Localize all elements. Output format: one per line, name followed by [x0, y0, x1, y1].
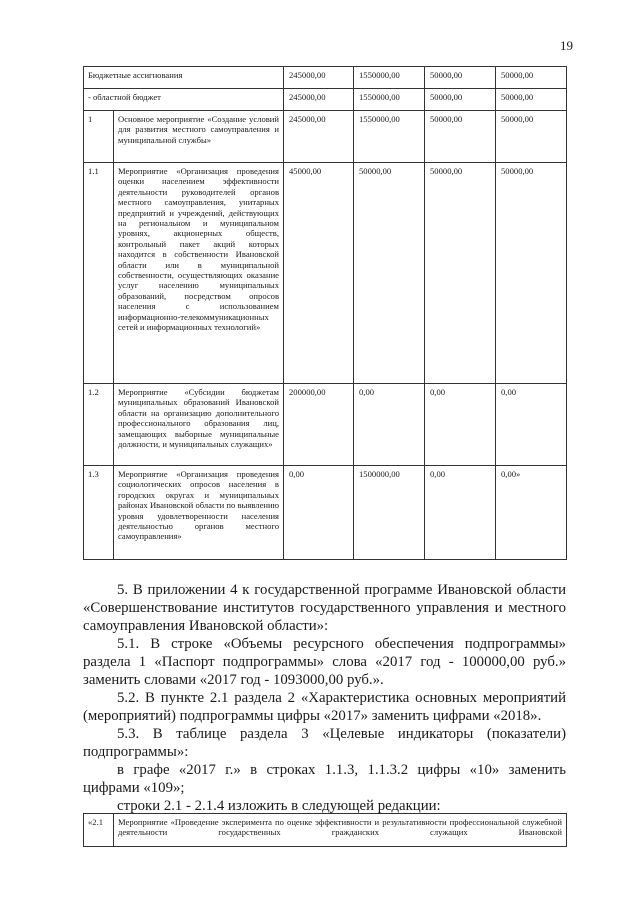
value-cell: 0,00 — [496, 384, 567, 466]
value-cell: 245000,00 — [284, 89, 354, 111]
value-cell: 0,00» — [496, 466, 567, 560]
indicator-table — [83, 813, 567, 847]
value-cell: 0,00 — [284, 466, 354, 560]
paragraph-5-1: 5.1. В строке «Объемы ресурсного обеспечения подпрограммы» раздела 1 «Паспорт подпрограммы» слова «2017 год - 100000,00 руб.» заменить словами «2017 год - 1093000,00 руб.». — [83, 636, 566, 688]
row-description: Мероприятие «Субсидии бюджетам муниципальных образований Ивановской области на организацию дополнительного профессионального образования лиц, замещающих выборные муниципальные должности, и муниципальных служащих» — [114, 384, 284, 466]
paragraph-5-3-a: в графе «2017 г.» в строках 1.1.3, 1.1.3.2 цифры «10» заменить цифрами «109»; — [83, 762, 566, 796]
value-cell: 50000,00 — [425, 67, 496, 89]
value-cell: 45000,00 — [284, 163, 354, 384]
row-number: 1.2 — [84, 384, 114, 466]
paragraph-5-3: 5.3. В таблице раздела 3 «Целевые индикаторы (показатели) подпрограммы»: — [83, 726, 566, 760]
row-description: Основное мероприятие «Создание условий для развития местного самоуправления и муниципальной службы» — [114, 111, 284, 163]
table-row — [84, 111, 567, 163]
value-cell: 50000,00 — [496, 163, 567, 384]
value-cell: 50000,00 — [425, 89, 496, 111]
value-cell: 1550000,00 — [354, 89, 425, 111]
row-number: «2.1 — [84, 814, 114, 847]
table-row — [84, 814, 567, 847]
value-cell: 50000,00 — [354, 163, 425, 384]
row-description: - областной бюджет — [84, 89, 284, 111]
value-cell: 50000,00 — [496, 67, 567, 89]
value-cell: 50000,00 — [425, 111, 496, 163]
paragraph-5-2: 5.2. В пункте 2.1 раздела 2 «Характеристика основных мероприятий (мероприятий) подпрограммы цифры «2017» заменить цифрами «2018». — [83, 690, 566, 724]
row-description: Мероприятие «Организация проведения оценки населением эффективности деятельности руководителей органов местного самоуправления, унитарных предприятий и учреждений, действующих на региональном и муниципальном уровнях, акционерных обществ, контрольный пакет акций которых находится в собственности Ивановской области или в муниципальной собственности, осуществляющих оказание услуг населению муниципальных образований, посредством опросов населения с использованием информационно-телекоммуникационных сетей и информационных технологий» — [114, 163, 284, 384]
paragraph-5: 5. В приложении 4 к государственной программе Ивановской области «Совершенствование институтов государственного управления и местного самоуправления Ивановской области»: — [83, 582, 566, 634]
row-description: Мероприятие «Проведение эксперимента по оценке эффективности и результативности профессиональной служебной деятельности государственных гражданских служащих Ивановской — [114, 814, 567, 847]
row-number: 1 — [84, 111, 114, 163]
paragraph-5-3-b: строки 2.1 - 2.1.4 изложить в следующей редакции: — [117, 798, 441, 814]
row-number: 1.3 — [84, 466, 114, 560]
value-cell: 0,00 — [425, 466, 496, 560]
value-cell: 50000,00 — [496, 111, 567, 163]
budget-table — [83, 66, 567, 560]
table-row — [84, 67, 567, 89]
table-row — [84, 466, 567, 560]
table-row — [84, 163, 567, 384]
value-cell: 1500000,00 — [354, 466, 425, 560]
value-cell: 245000,00 — [284, 67, 354, 89]
value-cell: 245000,00 — [284, 111, 354, 163]
amendment-text — [83, 581, 566, 815]
value-cell: 1550000,00 — [354, 111, 425, 163]
page-number: 19 — [560, 38, 573, 53]
row-description: Бюджетные ассигнования — [84, 67, 284, 89]
table-row — [84, 89, 567, 111]
row-description: Мероприятие «Организация проведения социологических опросов населения в городских округах и муниципальных районах Ивановской области по выявлению уровня удовлетворенности населения деятельностью органов местного самоуправления» — [114, 466, 284, 560]
value-cell: 50000,00 — [425, 163, 496, 384]
value-cell: 200000,00 — [284, 384, 354, 466]
value-cell: 0,00 — [354, 384, 425, 466]
row-number: 1.1 — [84, 163, 114, 384]
table-row — [84, 384, 567, 466]
value-cell: 0,00 — [425, 384, 496, 466]
value-cell: 50000,00 — [496, 89, 567, 111]
value-cell: 1550000,00 — [354, 67, 425, 89]
